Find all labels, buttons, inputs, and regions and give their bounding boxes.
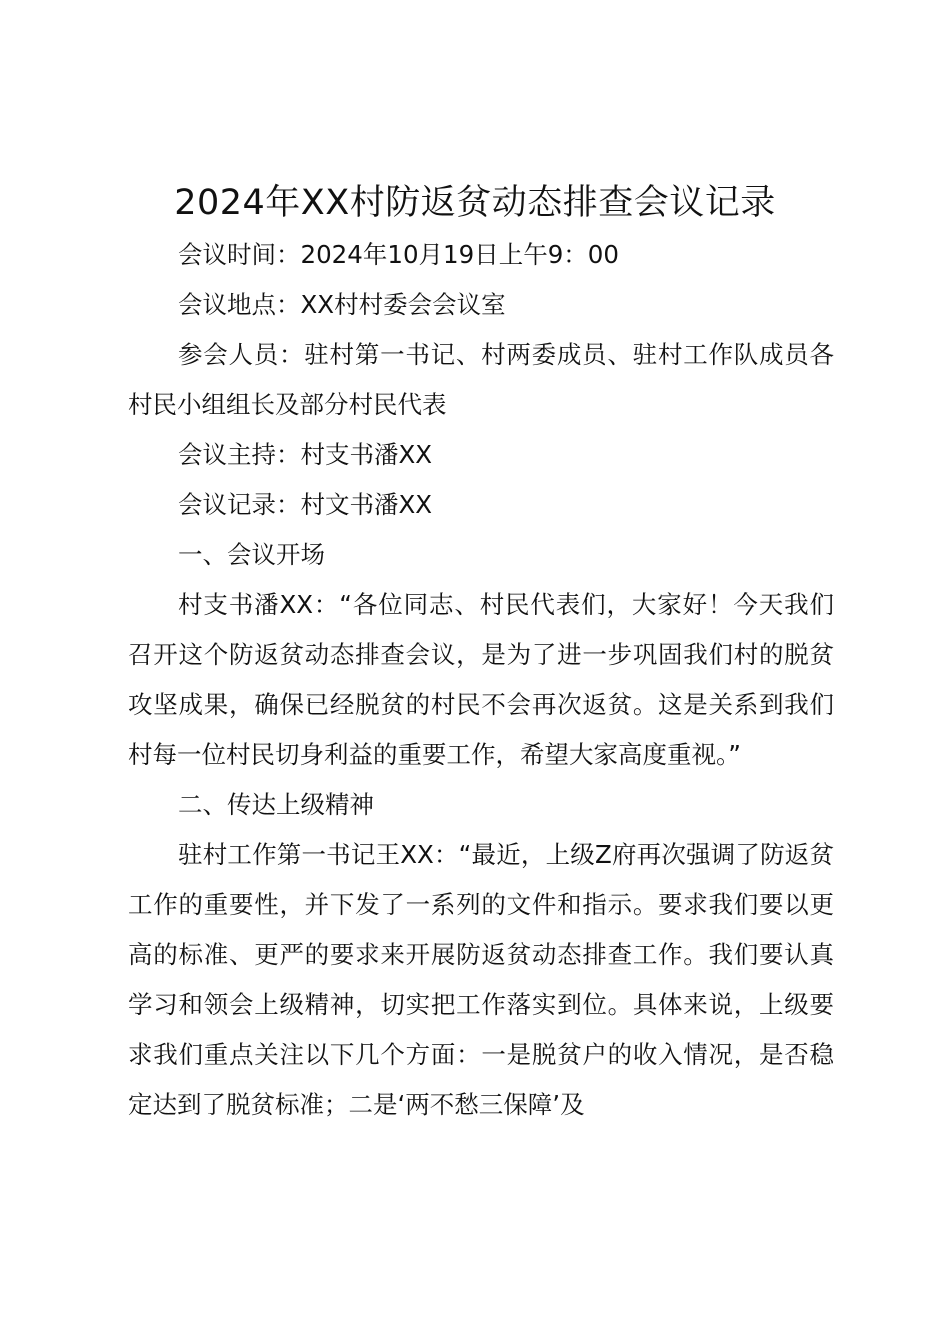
section-heading-opening: 一、会议开场 xyxy=(178,540,325,569)
document-body xyxy=(128,230,834,1130)
document-title: 2024年XX村防返贫动态排查会议记录 xyxy=(174,183,776,223)
meeting-attendees: 参会人员：驻村第一书记、村两委成员、驻村工作队成员各村民小组组长及部分村民代表 xyxy=(128,340,834,419)
meeting-time: 会议时间：2024年10月19日上午9：00 xyxy=(178,240,619,269)
section-paragraph-opening: 村支书潘XX：“各位同志、村民代表们，大家好！今天我们召开这个防返贫动态排查会议，是为了进一步巩固我们村的脱贫攻坚成果，确保已经脱贫的村民不会再次返贫。这是关系到我们村每一位村民切身利益的重要工作，希望大家高度重视。” xyxy=(128,590,834,769)
section-heading-directives: 二、传达上级精神 xyxy=(178,790,374,819)
section-paragraph-directives: 驻村工作第一书记王XX：“最近，上级Z府再次强调了防返贫工作的重要性，并下发了一系列的文件和指示。要求我们要以更高的标准、更严的要求来开展防返贫动态排查工作。我们要认真学习和领会上级精神，切实把工作落实到位。具体来说，上级要求我们重点关注以下几个方面：一是脱贫户的收入情况，是否稳定达到了脱贫标准；二是‘两不愁三保障’及 xyxy=(128,840,834,1119)
meeting-host: 会议主持：村支书潘XX xyxy=(178,440,433,469)
meeting-place: 会议地点：XX村村委会会议室 xyxy=(178,290,506,319)
meeting-recorder: 会议记录：村文书潘XX xyxy=(178,490,433,519)
